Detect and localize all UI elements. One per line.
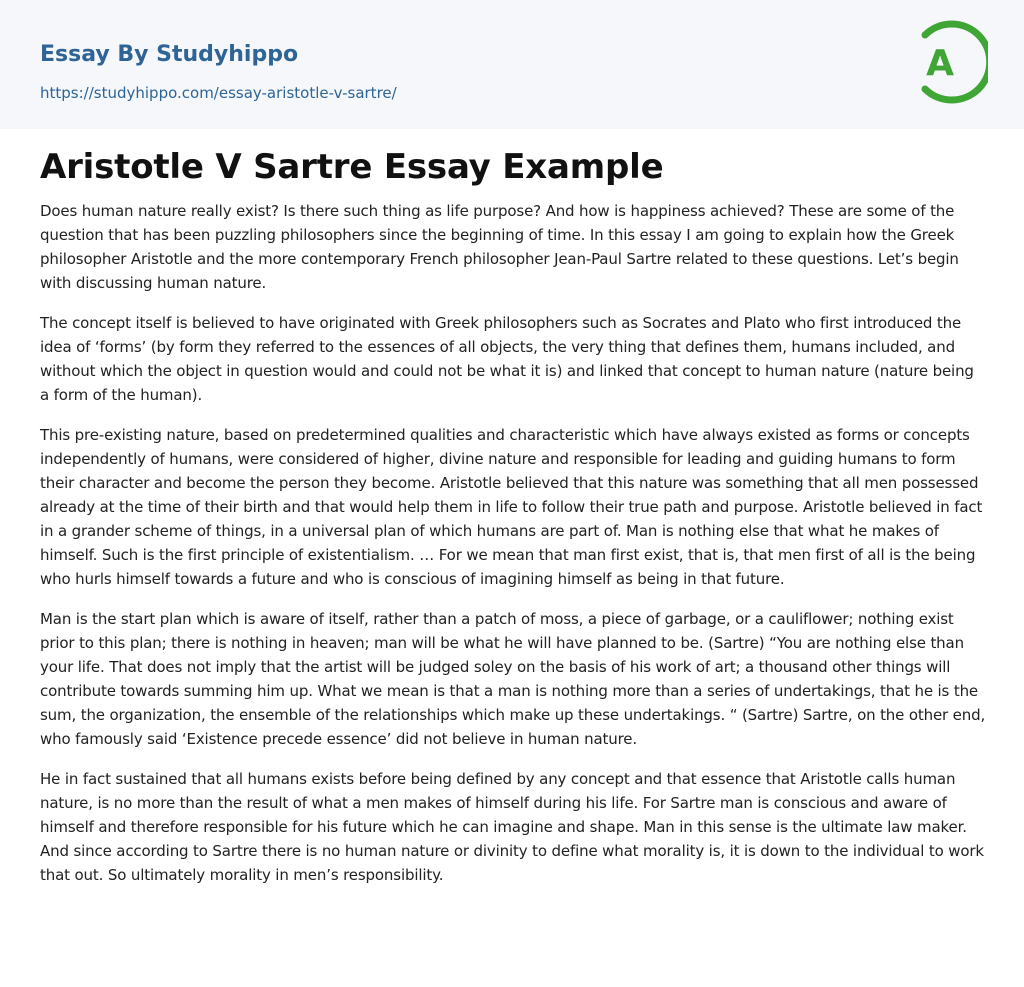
paragraph: Man is the start plan which is aware of itself, rather than a patch of moss, a piece of garbage, or a cauliflower; nothing exist prior to this plan; there is nothing in heaven; man will be what he will have planned to be. (Sartre) “You are nothing else than your life. That does not imply that the artist will be judged soley on the basis of his work of art; a thousand other things will contribute towards summing him up. What we mean is that a man is nothing more than a series of undertakings, that he is the sum, the organization, the ensemble of the relationships which make up these undertakings. “ (Sartre) Sartre, on the other end, who famously said ‘Existence precede essence’ did not believe in human nature. (40, 610, 986, 748)
article (40, 143, 986, 903)
essay-url-link[interactable]: https://studyhippo.com/essay-aristotle-v-sartre/ (40, 84, 397, 102)
site-title[interactable]: Essay By Studyhippo (40, 42, 299, 67)
studyhippo-a-logo-icon[interactable] (912, 18, 988, 106)
paragraph: The concept itself is believed to have originated with Greek philosophers such as Socrates and Plato who first introduced the idea of ‘forms’ (by form they referred to the essences of all objects, the very thing that defines them, humans included, and without which the object in question would and could not be what it is) and linked that concept to human nature (nature being a form of the human). (40, 314, 974, 404)
paragraph: This pre-existing nature, based on predetermined qualities and characteristic which have always existed as forms or concepts independently of humans, were considered of higher, divine nature and responsible for leading and guiding humans to form their character and become the person they become. Aristotle believed that this nature was something that all men possessed already at the time of their birth and that would help them in life to follow their true path and purpose. Aristotle believed in fact in a grander scheme of things, in a universal plan of which humans are part of. Man is nothing else that what he makes of himself. Such is the first principle of existentialism. … For we mean that man first exist, that is, that men first of all is the being who hurls himself towards a future and who is conscious of imagining himself as being in that future. (40, 426, 983, 588)
paragraph: He in fact sustained that all humans exists before being defined by any concept and that essence that Aristotle calls human nature, is no more than the result of what a men makes of himself during his life. For Sartre man is conscious and aware of himself and therefore responsible for his future which he can imagine and shape. Man in this sense is the ultimate law maker. And since according to Sartre there is no human nature or divinity to define what morality is, it is down to the individual to work that out. So ultimately morality in men’s responsibility. (40, 770, 984, 884)
page-title: Aristotle V Sartre Essay Example (40, 147, 664, 187)
site-header (0, 0, 1024, 129)
logo-letter: A (926, 43, 954, 84)
paragraph: Does human nature really exist? Is there such thing as life purpose? And how is happiness achieved? These are some of the question that has been puzzling philosophers since the beginning of time. In this essay I am going to explain how the Greek philosopher Aristotle and the more contemporary French philosopher Jean-Paul Sartre related to these questions. Let’s begin with discussing human nature. (40, 202, 959, 292)
